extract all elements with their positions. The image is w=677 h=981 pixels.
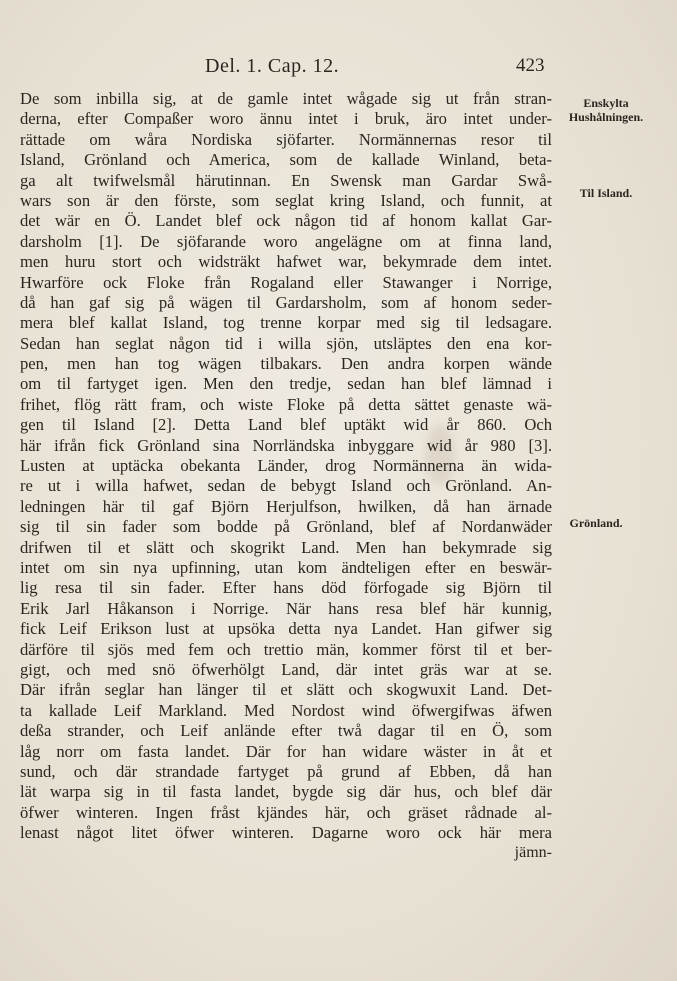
text-line: ta kallade Leif Markland. Med Nordost wind öfwergifwas äfwen [20, 700, 552, 720]
text-line: då han gaf sig på wägen til Gardarsholm, som af honom seder- [20, 292, 552, 312]
text-line: Där ifrån seglar han länger til et slätt och skogwuxit Land. Det- [20, 680, 552, 700]
running-head: Del. 1. Cap. 12. [205, 55, 340, 77]
text-line: Sedan han seglat någon tid i willa sjön, utsläptes den ena kor- [20, 333, 552, 353]
text-line: fick Leif Erikson lust at upsöka detta nya Landet. Han gifwer sig [20, 619, 552, 639]
text-line: det wär en Ö. Landet blef ock någon tid af honom kallat Gar- [20, 211, 552, 231]
text-line: men huru stort och widsträkt hafwet war, bekymrade dem intet. [20, 252, 552, 272]
text-line: mera blef kallat Island, tog trenne korpar med sig til ledsagare. [20, 313, 552, 333]
text-line: om til fartyget igen. Men den tredje, sedan han blef lämnad i [20, 374, 552, 394]
text-line: intet om sin nya upfinning, utan kom ändteligen efter en beswär- [20, 557, 552, 577]
margin-note-household: Enskylta Hushålningen. [568, 96, 644, 124]
text-line: rättade om wåra Nordiska sjöfarter. Normännernas resor til [20, 129, 552, 149]
text-line: deßa strander, och Leif anlände efter twå dagar til en Ö, som [20, 721, 552, 741]
text-line: drifwen til et slätt och skogrikt Land. Men han bekymrade sig [20, 537, 552, 557]
text-line: sig til sin fader som bodde på Grönland, blef af Nordanwäder [20, 517, 552, 537]
text-line: ga alt twifwelsmål härutinnan. En Swensk man Gardar Swå- [20, 170, 552, 190]
margin-note-iceland: Til Island. [579, 186, 633, 200]
text-line: Lusten at uptäcka obekanta Länder, drog Normännerna än wida- [20, 456, 552, 476]
text-line: frihet, flög rätt fram, och wiste Floke på detta sättet genaste wä- [20, 394, 552, 414]
page-number: 423 [516, 55, 545, 76]
page-header [0, 55, 677, 81]
text-line: sund, och där strandade fartyget på grund af Ebben, då han [20, 761, 552, 781]
text-line: wars son är den förste, som seglat kring Island, och funnit, at [20, 190, 552, 210]
text-line: De som inbilla sig, at de gamle intet wågade sig ut från stran- [20, 89, 552, 108]
text-line: Erik Jarl Håkanson i Norrige. När hans resa blef här kunnig, [20, 598, 552, 618]
text-line: lät warpa sig in til fasta landet, bygde sig där hus, och blef där [20, 782, 552, 802]
text-line: ledningen här til gaf Björn Herjulfson, hwilken, då han ärnade [20, 496, 552, 516]
text-line: re ut i willa hafwet, sedan de bebygt Island och Grönland. An- [20, 476, 552, 496]
text-line: derna, efter Compaßer woro ännu intet i bruk, äro intet under- [20, 109, 552, 129]
text-line: pen, men han tog wägen tilbakars. Den andra korpen wände [20, 354, 552, 374]
text-line: lenast något litet öfwer winteren. Dagarne woro ock här mera [20, 823, 552, 843]
text-line: lig resa til sin fader. Efter hans död förfogade sig Björn til [20, 578, 552, 598]
text-line: Hwarföre ock Floke från Rogaland eller Stawanger i Norrige, [20, 272, 552, 292]
text-line: Island, Grönland och America, som de kallade Winland, beta- [20, 150, 552, 170]
text-line: darsholm [1]. De sjöfarande woro angelägne om at finna land, [20, 231, 552, 251]
body-text [20, 89, 552, 843]
text-line: gigt, och med snö öfwerhölgt Land, där intet gräs war at se. [20, 659, 552, 679]
margin-note-greenland: Grönland. [569, 516, 623, 530]
text-line: därföre til sjös med fem och trettio män, kommer först til et ber- [20, 639, 552, 659]
text-line: här ifrån fick Grönland sina Norrländska inbyggare wid år 980 [3]. [20, 435, 552, 455]
text-line: gen til Island [2]. Detta Land blef uptäkt wid år 860. Och [20, 415, 552, 435]
catchword: jämn- [514, 844, 552, 861]
text-line: låg norr om fasta landet. Där for han widare wäster in åt et [20, 741, 552, 761]
text-line: öfwer winteren. Ingen fråst kjändes här, och gräset rådnade al- [20, 802, 552, 822]
